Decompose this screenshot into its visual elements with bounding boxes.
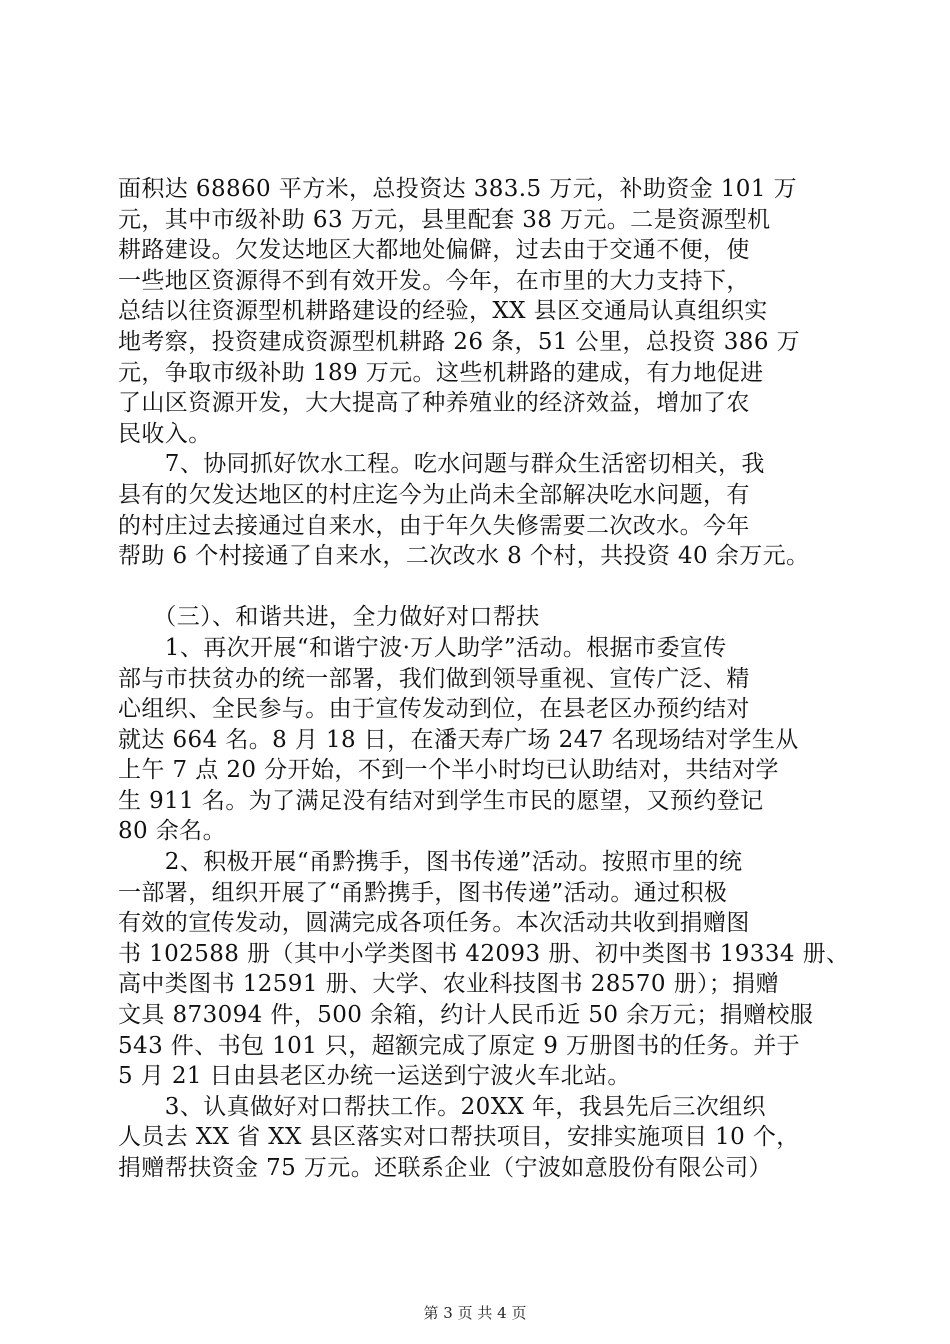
text-line: 543 件、书包 101 只，超额完成了原定 9 万册图书的任务。并于 xyxy=(118,1032,800,1059)
text-line: 一些地区资源得不到有效开发。今年，在市里的大力支持下， xyxy=(118,267,750,294)
text-line: 生 911 名。为了满足没有结对到学生市民的愿望，又预约登记 xyxy=(118,787,764,814)
document-body xyxy=(118,174,850,1184)
text-line: 2、积极开展“甬黔携手，图书传递”活动。按照市里的统 xyxy=(118,849,743,876)
text-line: 捐赠帮扶资金 75 万元。还联系企业（宁波如意股份有限公司） xyxy=(118,1155,772,1181)
text-line: 80 余名。 xyxy=(118,818,226,845)
text-line: 了山区资源开发，大大提高了种养殖业的经济效益，增加了农 xyxy=(118,390,750,417)
text-line: 5 月 21 日由县老区办统一运送到宁波火车北站。 xyxy=(118,1063,631,1090)
text-line: 高中类图书 12591 册、大学、农业科技图书 28570 册）；捐赠 xyxy=(118,971,780,998)
text-line: 一部署，组织开展了“甬黔携手，图书传递”活动。通过积极 xyxy=(118,879,728,906)
text-line: 文具 873094 件，500 余箱，约计人民币近 50 余万元；捐赠校服 xyxy=(118,1002,814,1029)
page-number-footer: 第 3 页 共 4 页 xyxy=(423,1304,527,1322)
text-line: 3、认真做好对口帮扶工作。20XX 年，我县先后三次组织 xyxy=(118,1093,766,1120)
text-line: 7、协同抓好饮水工程。吃水问题与群众生活密切相关，我 xyxy=(118,451,765,478)
blank-line xyxy=(118,572,838,603)
text-line: 心组织、全民参与。由于宣传发动到位，在县老区办预约结对 xyxy=(118,696,750,723)
text-line: 有效的宣传发动，圆满完成各项任务。本次活动共收到捐赠图 xyxy=(118,910,750,937)
text-line: 耕路建设。欠发达地区大都地处偏僻，过去由于交通不便，使 xyxy=(118,237,750,264)
text-line: 人员去 XX 省 XX 县区落实对口帮扶项目，安排实施项目 10 个， xyxy=(118,1124,800,1151)
text-line: 部与市扶贫办的统一部署，我们做到领导重视、宣传广泛、精 xyxy=(118,665,750,692)
text-line: 总结以往资源型机耕路建设的经验，XX 县区交通局认真组织实 xyxy=(118,298,768,325)
text-line: 元，争取市级补助 189 万元。这些机耕路的建成，有力地促进 xyxy=(118,359,764,386)
text-line: 民收入。 xyxy=(118,420,212,447)
text-line: 面积达 68860 平方米，总投资达 383.5 万元，补助资金 101 万 xyxy=(118,176,797,202)
text-line: 的村庄过去接通过自来水，由于年久失修需要二次改水。今年 xyxy=(118,512,750,539)
text-line: 书 102588 册（其中小学类图书 42093 册、初中类图书 19334 册、 xyxy=(118,940,850,967)
text-line: 帮助 6 个村接通了自来水，二次改水 8 个村，共投资 40 余万元。 xyxy=(118,543,810,570)
text-line: 元，其中市级补助 63 万元，县里配套 38 万元。二是资源型机 xyxy=(118,206,771,233)
section-heading: （三）、和谐共进，全力做好对口帮扶 xyxy=(118,604,540,631)
text-line: 就达 664 名。8 月 18 日，在潘天寿广场 247 名现场结对学生从 xyxy=(118,726,799,753)
text-line: 上午 7 点 20 分开始，不到一个半小时均已认助结对，共结对学 xyxy=(118,757,779,784)
text-line: 1、再次开展“和谐宁波·万人助学”活动。根据市委宣传 xyxy=(118,634,727,661)
text-line: 地考察，投资建成资源型机耕路 26 条，51 公里，总投资 386 万 xyxy=(118,328,800,355)
text-line: 县有的欠发达地区的村庄迄今为止尚未全部解决吃水问题，有 xyxy=(118,481,750,508)
